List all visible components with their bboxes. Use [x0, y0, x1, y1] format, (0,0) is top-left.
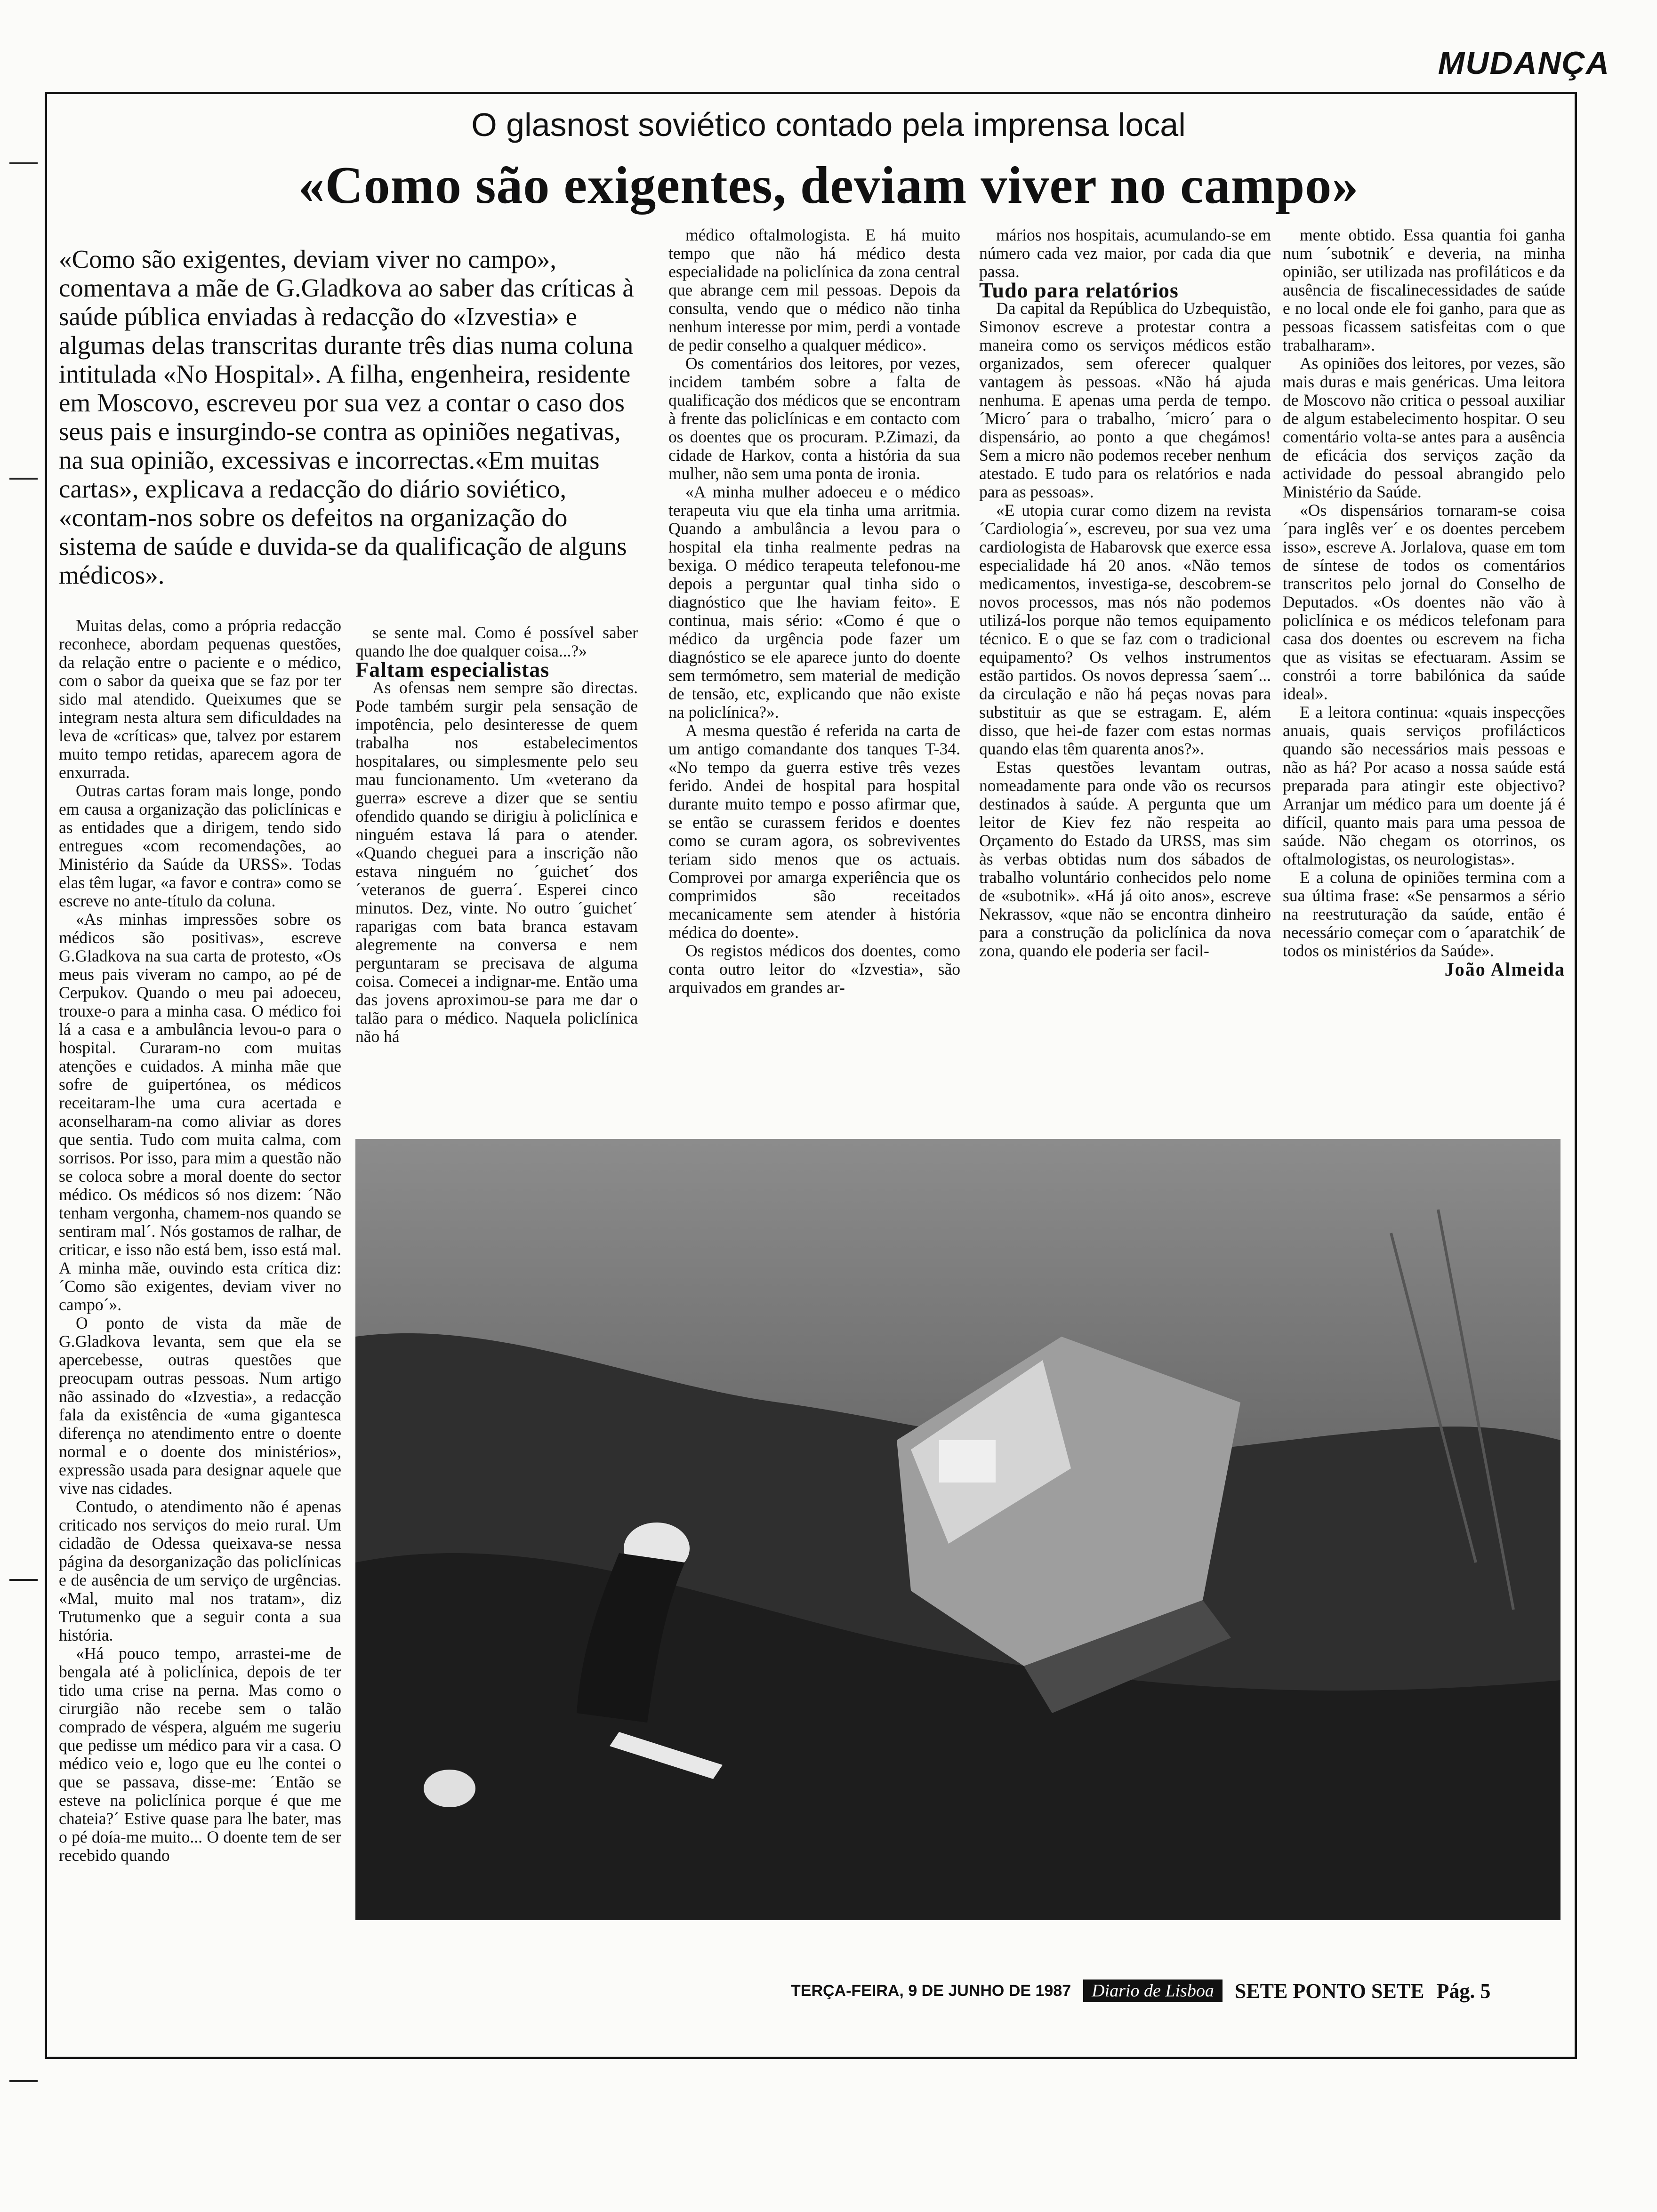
paragraph: O ponto de vista da mãe de G.Gladkova levanta, sem que ela se apercebesse, outras questões que preocupam outras pessoas. Num artigo não assinado do «Izvestia», a redacção fala da existência de «uma gigantesca diferença no atendimento entre o doente normal e o doente dos ministérios», expressão usada para designar aquele que vive nas cidades.	[59, 1314, 341, 1498]
paragraph: Contudo, o atendimento não é apenas criticado nos serviços do meio rural. Um cidadão de Odessa queixava-se nessa página da desorganização das policlínicas e de ausência de um serviço de urgências. «Mal, muito mal nos tratam», diz Trutumenko que a seguir conta a sua história.	[59, 1497, 341, 1644]
paragraph: «A minha mulher adoeceu e o médico terapeuta viu que ela tinha uma arritmia. Quando a ambulância a levou para o hospital ela tinha realmente pedras na bexiga. O médico terapeuta telefonou-me depois a perguntar qual tinha sido o diagnóstico que lhe haviam feito». E continua, mais sério: «Como é que o médico da urgência pode fazer um diagnóstico se ele aparece junto do doente sem termómetro, sem material de medição de tensão, etc, explicando que não existe na policlínica?».	[668, 482, 960, 721]
photo-scene	[355, 1139, 1560, 1920]
paragraph: E a leitora continua: «quais inspecções anuais, quais serviços profilácticos quando são necessários mais pessoas e não as há? Por acaso a nossa saúde está preparada para atingir este objectivo? Arranjar um médico para um doente já é difícil, quanto mais para uma pessoa de saúde. Não chegam os otorrinos, os oftalmologistas, os neurologistas».	[1283, 703, 1565, 868]
paragraph: «E utopia curar como dizem na revista ´Cardiologia´», escreveu, por sua vez uma cardiologista de Habarovsk que exerce essa especialidade há 20 anos. «Não temos medicamentos, investiga-se, descobrem-se novos processos, mas nós não podemos utilizá-los porque não temos equipamento técnico. E o que se faz com o tradicional equipamento? Os velhos instrumentos estão partidos. Os novos depressa ´saem´... da circulação e não há peças novas para substituir as que se estragam. E, além disso, que hei-de fazer com estas normas quando elas têm quarenta anos?».	[979, 501, 1271, 758]
byline: João Almeida	[1444, 959, 1565, 980]
column-3	[668, 226, 960, 1134]
page-number: Pág. 5	[1436, 1979, 1491, 2003]
paragraph: Os comentários dos leitores, por vezes, incidem também sobre a falta de qualificação dos médicos que se encontram à frente das policlínicas e em contacto com os doentes que os procuram. P.Zimazi, da cidade de Harkov, conta a história da sua mulher, não sem uma ponta de ironia.	[668, 354, 960, 483]
paragraph: Muitas delas, como a própria redacção reconhece, abordam pequenas questões, da relação entre o paciente e o médico, com o sabor da queixa que se faz por ter sido mal atendido. Queixumes que se integram nesta altura sem dificuldades na leva de «críticas» que, talvez por estarem muito tempo retidas, aparecem agora de enxurrada.	[59, 617, 341, 782]
subhead-tudo: Tudo para relatórios	[979, 278, 1179, 302]
footer	[791, 1977, 1490, 2005]
paragraph: A mesma questão é referida na carta de um antigo comandante dos tanques T-34. «No tempo da guerra estive três vezes ferido. Andei de hospital para hospital durante muito tempo e posso afirmar que, se então se curassem feridos e doentes como se curam agora, os sobreviventes teriam sido menos que os actuais. Comprovei por amarga experiência que os comprimidos são receitados mecanicamente sem atender à história médica do doente».	[668, 721, 960, 942]
headline: «Como são exigentes, deviam viver no campo»	[298, 156, 1359, 215]
news-photo	[355, 1139, 1560, 1920]
kicker: O glasnost soviético contado pela imprensa local	[471, 106, 1186, 143]
footer-date: TERÇA-FEIRA, 9 DE JUNHO DE 1987	[791, 1981, 1071, 2000]
column-5	[1283, 226, 1565, 1134]
paragraph: Estas questões levantam outras, nomeadamente para onde vão os recursos destinados à saúde. A pergunta que um leitor de Kiev fez não respeita ao Orçamento do Estado da URSS, mas sim às verbas obtidas num dos sábados de trabalho voluntário conhecidos pelo nome de «subotnik». «Há já oito anos», escreve Nekrassov, «que não se encontra dinheiro para a construção da policlínica da nova zona, quando ele poderia ser facil-	[979, 758, 1271, 960]
paragraph: As ofensas nem sempre são directas. Pode também surgir pela sensação de impotência, pelo desinteresse de quem trabalha nos estabelecimentos hospitalares, ou simplesmente pelo seu mau funcionamento. Um «veterano da guerra» escreve a dizer que se sentiu ofendido quando se dirigiu à policlínica e ninguém estava lá para o atender. «Quando cheguei para a inscrição não estava ninguém no ´guichet´ dos ´veteranos de guerra´. Esperei cinco minutos. Dez, vinte. No outro ´guichet´ raparigas com bata branca estavam alegremente na conversa e nem perguntaram se precisava de alguma coisa. Comecei a indignar-me. Então uma das jovens aproximou-se para me dar o talão para o médico. Naquela policlínica não há	[355, 678, 638, 1046]
paragraph: médico oftalmologista. E há muito tempo que não há médico desta especialidade na policlínica da zona central que abrange cem mil pessoas. Depois da consulta, vendo que o médico não tinha nenhum interesse por mim, perdi a vontade de pedir conselho a qualquer médico».	[668, 226, 960, 354]
paper-logo: Diario de Lisboa	[1083, 1980, 1223, 2002]
margin-mark	[9, 162, 38, 164]
supplement-name: SETE PONTO SETE	[1234, 1979, 1424, 2003]
paragraph: «Os dispensários tornaram-se coisa ´para inglês ver´ e os doentes percebem isso», escreve A. Jorlalova, quase em tom de síntese de todos os comentários transcritos pelo jornal do Conselho de Deputados. «Os doentes não vão à policlínica e os médicos telefonam para casa dos doentes ou escrevem na ficha que as visitas se efectuaram. Assim se constrói a torre babilónica da saúde ideal».	[1283, 501, 1565, 703]
paragraph: mários nos hospitais, acumulando-se em número cada vez maior, por cada dia que passa.	[979, 226, 1271, 281]
lead-paragraph: «Como são exigentes, deviam viver no campo», comentava a mãe de G.Gladkova ao saber das críticas à saúde pública enviadas à redacção do «Izvestia» e algumas delas transcritas durante três dias numa coluna intitulada «No Hospital». A filha, engenheira, residente em Moscovo, escreveu por sua vez a contar o caso dos seus pais e insurgindo-se contra as opiniões negativas, na sua opinião, excessivas e incorrectas.«Em muitas cartas», explicava a redacção do diário soviético, «contam-nos sobre os defeitos na organização do sistema de saúde e duvida-se da qualificação de alguns médicos».	[59, 245, 634, 589]
column-1	[59, 617, 341, 1977]
paragraph: Os registos médicos dos doentes, como conta outro leitor do «Izvestia», são arquivados em grandes ar-	[668, 941, 960, 997]
subhead-faltam: Faltam especialistas	[355, 657, 550, 681]
paragraph: se sente mal. Como é possível saber quando lhe doe qualquer coisa...?»	[355, 624, 638, 660]
margin-mark	[9, 478, 38, 480]
paragraph: As opiniões dos leitores, por vezes, são mais duras e mais genéricas. Uma leitora de Moscovo não critica o pessoal auxiliar de algum estabelecimento hospitar. O seu comentário volta-se antes para a ausência de eficácia dos serviços zação da actividade do pessoal abrangido pelo Ministério da Saúde.	[1283, 354, 1565, 501]
margin-mark	[9, 2080, 38, 2082]
column-2	[355, 624, 638, 1134]
paragraph: Outras cartas foram mais longe, pondo em causa a organização das policlínicas e as entidades que a dirigem, tendo sido entregues «com recomendações, ao Ministério da Saúde da URSS». Todas elas têm lugar, «a favor e contra» como se escreve no ante-título da coluna.	[59, 781, 341, 910]
paragraph: Da capital da República do Uzbequistão, Simonov escreve a protestar contra a maneira como os serviços médicos estão organizados, sem oferecer qualquer vantagem às pessoas. «Não há ajuda nenhuma. E apenas uma perda de tempo. ´Micro´ para o trabalho, ´micro´ para o dispensário, ao ponto a que chegámos! Sem a micro não podemos receber nenhum atestado. E tudo para os relatórios e nada para as pessoas».	[979, 299, 1271, 501]
column-4	[979, 226, 1271, 1134]
paragraph: E a coluna de opiniões termina com a sua última frase: «Se pensarmos a sério na reestruturação da saúde, então é necessário começar com o ´aparatchik´ de todos os ministérios da Saúde».	[1283, 868, 1565, 960]
paragraph: «Há pouco tempo, arrastei-me de bengala até à policlínica, depois de ter tido uma crise na perna. Mas como o cirurgião não recebe sem o talão comprado de véspera, alguém me sugeriu que pedisse um médico para vir a casa. O médico veio e, logo que eu lhe contei o que se passava, disse-me: ´Então se esteve na policlínica porque é que me chateia?´ Estive quase para lhe bater, mas o pé doía-me muito... O doente tem de ser recebido quando	[59, 1644, 341, 1865]
section-tag: MUDANÇA	[1438, 45, 1610, 81]
paragraph: «As minhas impressões sobre os médicos são positivas», escreve G.Gladkova na sua carta de protesto, «Os meus pais viveram no campo, ao pé de Cerpukov. Quando o meu pai adoeceu, trouxe-o para a minha casa. O médico foi lá a casa e a ambulância levou-o para o hospital. Curaram-no com muitas atenções e cuidados. A minha mãe que sofre de guipertónea, os médicos receitaram-lhe uma cura acertada e aconselharam-na como aliviar as dores que sentia. Tudo com muita calma, com sorrisos. Por isso, para mim a questão não se coloca sobre a moral doente do sector médico. Os médicos só nos dizem: ´Não tenham vergonha, chamem-nos quando se sentiram mal´. Nós gostamos de ralhar, de criticar, e isso não está bem, isso está mal. A minha mãe, ouvindo esta crítica diz: ´Como são exigentes, deviam viver no campo´».	[59, 910, 341, 1314]
paragraph: mente obtido. Essa quantia foi ganha num ´subotnik´ e deveria, na minha opinião, ser utilizada nas profiláticos e da ausência de fiscalinecessidades de saúde e no local onde ele foi ganho, para que as pessoas ficassem satisfeitas com o que trabalharam».	[1283, 226, 1565, 354]
margin-mark	[9, 1579, 38, 1581]
